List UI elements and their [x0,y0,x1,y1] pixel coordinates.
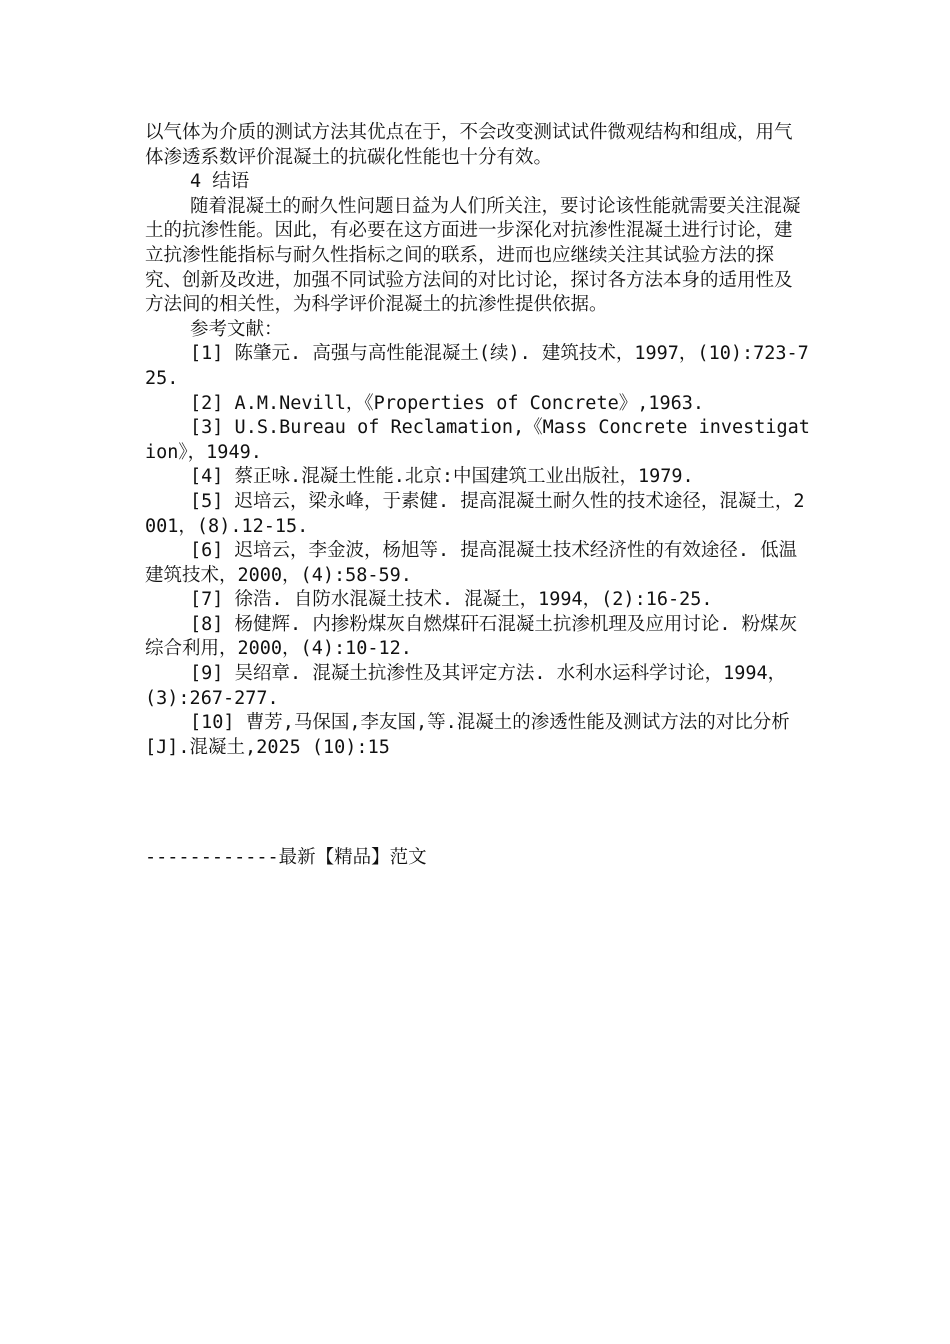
paragraph-conclusion: 随着混凝土的耐久性问题日益为人们所关注，要讨论该性能就需要关注混凝土的抗渗性能。因此，有必要在这方面进一步深化对抗渗性混凝土进行讨论，建立抗渗性能指标与耐久性指标之间的联系，进而也应继续关注其试验方法的探究、创新及改进，加强不同试验方法间的对比讨论，探讨各方法本身的适用性及方法间的相关性，为科学评价混凝土的抗渗性提供依据。 [145,195,801,316]
references-heading: 参考文献： [190,318,283,340]
document-body [145,121,810,760]
reference-item: [1] 陈肇元. 高强与高性能混凝土(续). 建筑技术，1997，(10):723-725. [145,343,809,389]
reference-item: [5] 迟培云，梁永峰，于素健. 提高混凝土耐久性的技术途径，混凝土，2001，(8).12-15. [145,490,805,537]
references-list [145,342,810,760]
section-heading: 4 结语 [190,171,250,193]
reference-item: [3] U.S.Bureau of Reclamation,《Mass Concrete investigation》，1949. [145,417,810,463]
footer-text: ------------最新【精品】范文 [145,847,427,868]
reference-item: [7] 徐浩. 自防水混凝土技术. 混凝土，1994，(2):16-25. [190,589,713,611]
reference-item: [10] 曹芳,马保国,李友国,等.混凝土的渗透性能及测试方法的对比分析[J].混凝土,2025 (10):15 [145,712,790,758]
reference-item: [4] 蔡正咏.混凝土性能.北京:中国建筑工业出版社，1979. [190,466,694,488]
reference-item: [6] 迟培云，李金波，杨旭等. 提高混凝土技术经济性的有效途径. 低温建筑技术，2000，(4):58-59. [145,540,798,586]
paragraph-intro: 以气体为介质的测试方法其优点在于，不会改变测试试件微观结构和组成，用气体渗透系数评价混凝土的抗碳化性能也十分有效。 [145,122,793,168]
reference-item: [9] 吴绍章. 混凝土抗渗性及其评定方法. 水利水运科学讨论，1994，(3):267-277. [145,663,787,709]
reference-item: [8] 杨健辉. 内掺粉煤灰自燃煤矸石混凝土抗渗机理及应用讨论. 粉煤灰综合利用，2000，(4):10-12. [145,613,798,660]
reference-item: [2] A.M.Nevill，《Properties of Concrete》,1963. [190,392,705,414]
